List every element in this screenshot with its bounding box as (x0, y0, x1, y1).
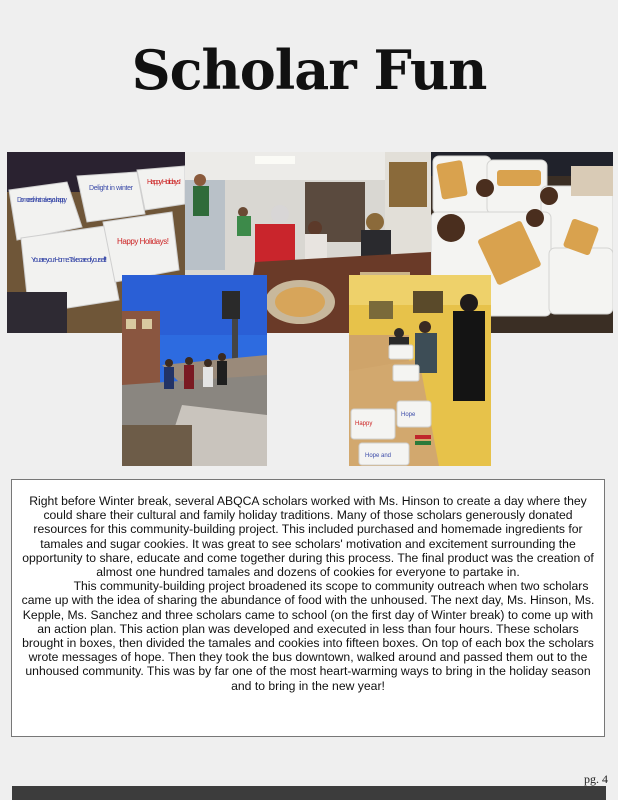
article-text-box (11, 479, 605, 737)
photo-classroom-boxes (349, 275, 491, 466)
note-text: Do more of what makes you happy (17, 197, 67, 204)
note-text: You are your Home. Take care of yourself!!! (31, 255, 107, 264)
note-text: Hope and (365, 453, 392, 459)
photo-downtown-street (122, 275, 267, 466)
note-text: Happy Holidays! (147, 179, 181, 186)
footer-bar (12, 786, 606, 800)
page-title: Scholar Fun (131, 38, 487, 102)
note-text: Happy (355, 421, 373, 427)
note-text: Delight in winter (89, 185, 133, 192)
note-text: Hope (401, 412, 416, 418)
page-number: pg. 4 (584, 772, 608, 786)
note-text: Happy Holidays! (117, 237, 169, 246)
article-paragraph: Right before Winter break, several ABQCA scholars worked with Ms. Hinson to create a day where they could share their cultural and family holiday traditions. Many of those scholars generously donated resources for this community-building project. This included purchased and homemade ingredients for tamales and sugar cookies. It was great to see scholars' motivation and excitement surrounding the opportunity to share, educate and come together during this process. The final product was the creation of almost one hundred tamales and dozens of cookies for everyone to partake in. (22, 494, 594, 580)
article-paragraph: This community-building project broadened its scope to community outreach when two scholars came up with the idea of sharing the abundance of food with the unhoused. The next day, Ms. Hinson, Ms. Kepple, Ms. Sanchez and three scholars came to school (on the first day of Winter break) to come up with an action plan. This action plan was developed and executed in less than four hours. These scholars brought in boxes, then divided the tamales and cookies into fifteen boxes. On top of each box the scholars wrote messages of hope. Then they took the bus downtown, walked around and passed them out to the unhoused community. This was by far one of the most heart-warming ways to bring in the holiday season and to bring in the new year! (21, 579, 595, 693)
